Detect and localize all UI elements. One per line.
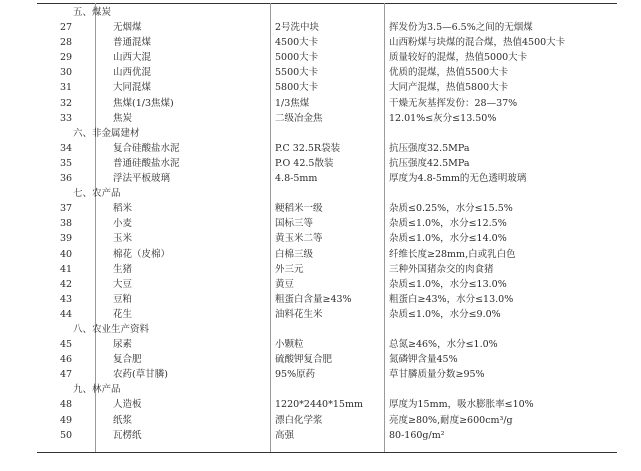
quality-standard-cell: 纤维长度≥28mm,白或乳白色 (389, 248, 516, 260)
table-row (37, 367, 617, 382)
row-number-cell: 29 (59, 52, 73, 64)
commodity-name-cell: 纸浆 (113, 414, 133, 426)
commodity-name-cell: 山西优混 (113, 67, 152, 79)
row-number-cell: 41 (59, 263, 73, 275)
specification-cell: 国标三等 (275, 218, 314, 230)
specification-cell: 油料花生米 (275, 308, 323, 320)
quality-standard-cell: 大同产混煤，热值5800大卡 (389, 82, 509, 94)
table-row (37, 292, 617, 307)
quality-standard-cell: 抗压强度32.5MPa (389, 142, 470, 154)
table-row (37, 216, 617, 231)
table-row (37, 65, 617, 80)
commodity-name-cell: 尿素 (113, 339, 133, 351)
section-title: 九、林产品 (73, 384, 121, 396)
table-row (37, 171, 617, 186)
quality-standard-cell: 优质的混煤，热值5500大卡 (389, 67, 509, 79)
quality-standard-cell: 杂质≤1.0%，水分≤14.0% (389, 233, 507, 245)
row-number-cell: 42 (59, 278, 73, 290)
table-row (37, 111, 617, 126)
quality-standard-cell: 杂质≤0.25%，水分≤15.5% (389, 203, 513, 215)
quality-standard-cell: 粗蛋白≥43%，水分≤13.0% (389, 293, 514, 305)
row-number-cell: 40 (59, 248, 73, 260)
table-row (37, 231, 617, 246)
specification-cell: 白棉三级 (275, 248, 314, 260)
specification-cell: 5500大卡 (275, 67, 319, 79)
row-number-cell: 44 (59, 308, 73, 320)
table-row (37, 96, 617, 111)
quality-standard-cell: 总氮≥46%，水分≤1.0% (389, 339, 498, 351)
table-row (37, 201, 617, 216)
section-title: 八、农业生产资料 (73, 323, 150, 335)
section-header-row (37, 126, 617, 141)
row-number-cell: 38 (59, 218, 73, 230)
row-number-cell: 46 (59, 354, 73, 366)
row-number-cell: 47 (59, 369, 73, 381)
commodity-name-cell: 人造板 (113, 399, 142, 411)
quality-standard-cell: 挥发份为3.5—6.5%之间的无烟煤 (389, 22, 533, 34)
quality-standard-cell: 厚度为4.8-5mm的无色透明玻璃 (389, 173, 527, 185)
table-row (37, 50, 617, 65)
commodity-name-cell: 浮法平板玻璃 (113, 173, 171, 185)
section-title: 七、农产品 (73, 188, 121, 200)
specification-cell: 5000大卡 (275, 52, 319, 64)
specification-cell: 4.8-5mm (275, 173, 318, 185)
quality-standard-cell: 亮度≥80%,耐度≥600cm³/g (389, 414, 513, 426)
row-number-cell: 43 (59, 293, 73, 305)
specification-cell: 4500大卡 (275, 37, 319, 49)
row-number-cell: 45 (59, 339, 73, 351)
quality-standard-cell: 厚度为15mm，吸水膨胀率≤10% (389, 399, 534, 411)
section-header-row (37, 382, 617, 397)
row-number-cell: 31 (59, 82, 73, 94)
section-header-row (37, 322, 617, 337)
specification-cell: 外三元 (275, 263, 304, 275)
specification-cell: P.C 32.5R袋装 (275, 142, 341, 154)
commodity-name-cell: 普通硅酸盐水泥 (113, 157, 180, 169)
specification-cell: 1220*2440*15mm (275, 399, 363, 411)
specification-cell: 黄玉米二等 (275, 233, 323, 245)
commodity-name-cell: 小麦 (113, 218, 133, 230)
section-title: 六、非金属建材 (73, 127, 140, 139)
commodity-name-cell: 花生 (113, 308, 133, 320)
commodity-name-cell: 生猪 (113, 263, 133, 275)
commodity-name-cell: 焦煤(1/3焦煤) (113, 97, 174, 109)
commodity-name-cell: 大豆 (113, 278, 133, 290)
quality-standard-cell: 干燥无灰基挥发份：28—37% (389, 97, 518, 109)
row-number-cell: 36 (59, 173, 73, 185)
table-top-rule (37, 3, 617, 4)
table-row (37, 277, 617, 292)
commodity-name-cell: 复合肥 (113, 354, 142, 366)
commodity-name-cell: 瓦楞纸 (113, 429, 142, 441)
quality-standard-cell: 三种外国猪杂交的肉食猪 (389, 263, 494, 275)
quality-standard-cell: 杂质≤1.0%，水分≤13.0% (389, 278, 507, 290)
table-row (37, 262, 617, 277)
commodity-name-cell: 焦炭 (113, 112, 133, 124)
table-row (37, 397, 617, 412)
specification-cell: P.O 42.5散装 (275, 157, 334, 169)
commodity-name-cell: 普通混煤 (113, 37, 152, 49)
table-row (37, 80, 617, 95)
specification-cell: 二级冶金焦 (275, 112, 323, 124)
specification-cell: 粳稻米一级 (275, 203, 323, 215)
row-number-cell: 50 (59, 429, 73, 441)
quality-standard-cell: 80-160g/m² (389, 429, 445, 441)
table-row (37, 20, 617, 35)
table-row (37, 35, 617, 50)
row-number-cell: 39 (59, 233, 73, 245)
quality-standard-cell: 杂质≤1.0%，水分≤9.0% (389, 308, 501, 320)
row-number-cell: 27 (59, 22, 73, 34)
commodity-name-cell: 山西大混 (113, 52, 152, 64)
specification-cell: 高强 (275, 429, 295, 441)
specification-cell: 粗蛋白含量≥43% (275, 293, 352, 305)
commodity-name-cell: 无烟煤 (113, 22, 142, 34)
specification-cell: 硫酸钾复合肥 (275, 354, 333, 366)
commodity-name-cell: 稻米 (113, 203, 133, 215)
specification-cell: 95%原药 (275, 369, 316, 381)
table-bottom-rule (37, 452, 617, 453)
row-number-cell: 48 (59, 399, 73, 411)
commodity-name-cell: 棉花（皮棉） (113, 248, 171, 260)
commodity-name-cell: 农药(草甘膦) (113, 369, 168, 381)
row-number-cell: 32 (59, 97, 73, 109)
row-number-cell: 35 (59, 157, 73, 169)
row-number-cell: 30 (59, 67, 73, 79)
quality-standard-cell: 12.01%≤灰分≤13.50% (389, 112, 497, 124)
quality-standard-cell: 山西粉煤与块煤的混合煤，热值4500大卡 (389, 37, 566, 49)
specification-cell: 5800大卡 (275, 82, 319, 94)
row-number-cell: 37 (59, 203, 73, 215)
table-row (37, 352, 617, 367)
table-body (37, 5, 617, 443)
commodity-name-cell: 大同混煤 (113, 82, 152, 94)
row-number-cell: 28 (59, 37, 73, 49)
quality-standard-cell: 杂质≤1.0%，水分≤12.5% (389, 218, 507, 230)
commodity-name-cell: 复合硅酸盐水泥 (113, 142, 180, 154)
quality-standard-cell: 草甘膦质量分数≥95% (389, 369, 485, 381)
quality-standard-cell: 质量较好的混煤，热值5000大卡 (389, 52, 528, 64)
specification-cell: 漂白化学浆 (275, 414, 323, 426)
specification-cell: 2号洗中块 (275, 22, 320, 34)
section-title: 五、煤炭 (73, 7, 112, 18)
row-number-cell: 34 (59, 142, 73, 154)
section-header-row (37, 186, 617, 201)
section-header-row (37, 5, 617, 20)
specification-cell: 黄豆 (275, 278, 295, 290)
table-row (37, 247, 617, 262)
table-row (37, 307, 617, 322)
row-number-cell: 33 (59, 112, 73, 124)
table-row (37, 156, 617, 171)
commodity-name-cell: 玉米 (113, 233, 133, 245)
row-number-cell: 49 (59, 414, 73, 426)
specification-cell: 小颗粒 (275, 339, 304, 351)
table-row (37, 337, 617, 352)
table-row (37, 141, 617, 156)
table-row (37, 413, 617, 428)
commodity-name-cell: 豆粕 (113, 293, 133, 305)
quality-standard-cell: 氮磷钾含量45% (389, 354, 458, 366)
table-row (37, 428, 617, 443)
quality-standard-cell: 抗压强度42.5MPa (389, 157, 470, 169)
specification-cell: 1/3焦煤 (275, 97, 310, 109)
